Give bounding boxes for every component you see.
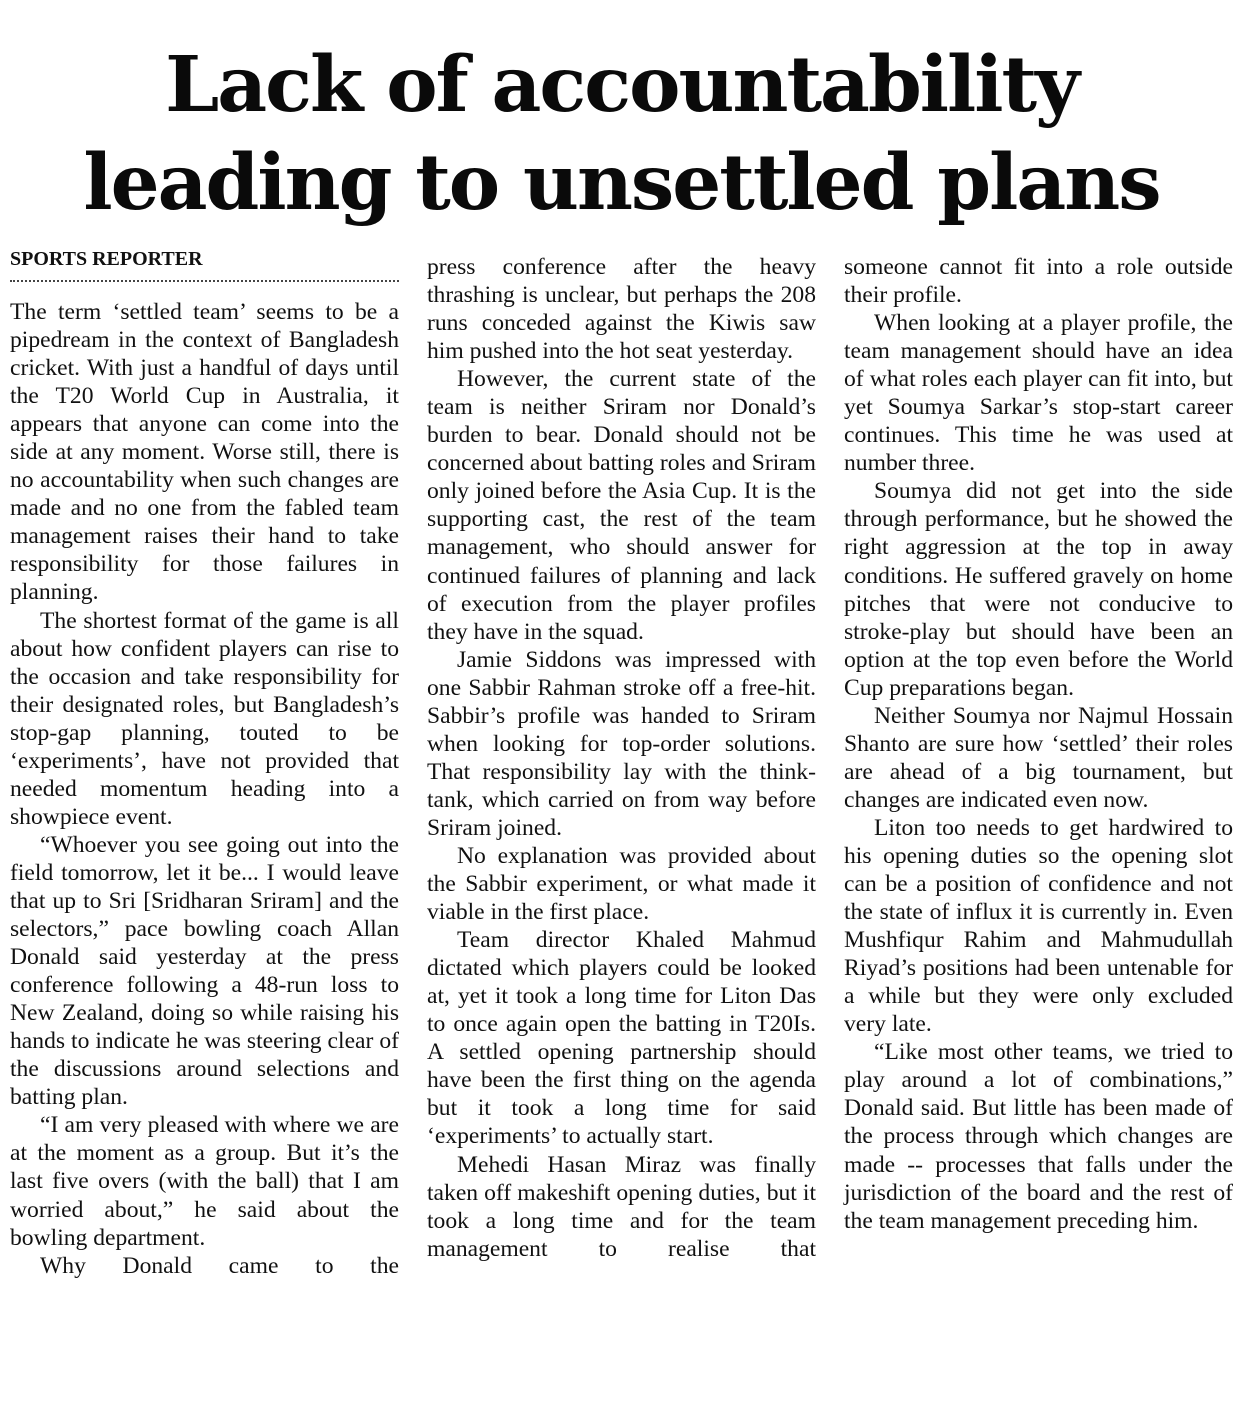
paragraph: No explanation was provided about the Sabbir experiment, or what made it viable in the first place. <box>427 842 816 926</box>
byline: SPORTS REPORTER <box>10 246 399 282</box>
paragraph: Why Donald came to the <box>40 1252 399 1279</box>
paragraph: “I am very pleased with where we are at the moment as a group. But it’s the last five overs (with the ball) that I am worried about,” he said about the bowling department. <box>10 1112 399 1251</box>
paragraph: “Like most other teams, we tried to play around a lot of combinations,” Donald said. But little has been made of the process through which changes are made -- processes that falls under the jurisdiction of the board and the rest of the team management preceding him. <box>844 1039 1233 1234</box>
paragraph: The term ‘settled team’ seems to be a pipedream in the context of Bangladesh cricket. With just a handful of days until the T20 World Cup in Australia, it appears that anyone can come into the side at any moment. Worse still, there is no accountability when such changes are made and no one from the fabled team management raises their hand to take responsibility for those failures in planning. <box>10 299 399 606</box>
paragraph: Mehedi Hasan Miraz was finally taken off makeshift opening duties, but it took a long time and for the team management to realise that <box>427 1151 816 1262</box>
paragraph: Team director Khaled Mahmud dictated which players could be looked at, yet it took a long time for Liton Das to once again open the batting in T20Is. A settled opening partnership should have been the first thing on the agenda but it took a long time for said ‘experiments’ to actually start. <box>427 927 816 1150</box>
paragraph: Neither Soumya nor Najmul Hossain Shanto are sure how ‘settled’ their roles are ahead of a big tournament, but changes are indicated even now. <box>844 702 1233 813</box>
paragraph: Jamie Siddons was impressed with one Sabbir Rahman stroke off a free-hit. Sabbir’s profile was handed to Sriram when looking for top-order solutions. That responsibility lay with the think-tank, which carried on from way before Sriram joined. <box>427 646 816 841</box>
headline-line-2: leading to unsettled plans <box>83 138 1160 228</box>
headline-line-1: Lack of accountability <box>165 40 1078 130</box>
article-column-1 <box>10 298 399 1280</box>
article-column-3 <box>844 253 1233 1235</box>
paragraph: The shortest format of the game is all about how confident players can rise to the occasion and take responsibility for their designated roles, but Bangladesh’s stop-gap planning, touted to be ‘experiments’, have not provided that needed momentum heading into a showpiece event. <box>10 607 399 830</box>
paragraph: Liton too needs to get hardwired to his opening duties so the opening slot can be a position of confidence and not the state of influx it is currently in. Even Mushfiqur Rahim and Mahmudullah Riyad’s positions had been untenable for a while but they were only excluded very late. <box>844 814 1233 1038</box>
paragraph: press conference after the heavy thrashing is unclear, but perhaps the 208 runs conceded against the Kiwis saw him pushed into the hot seat yesterday. <box>427 254 816 365</box>
paragraph: someone cannot fit into a role outside their profile. <box>844 254 1233 309</box>
headline <box>0 36 1243 232</box>
paragraph: However, the current state of the team is neither Sriram nor Donald’s burden to bear. Donald should not be concerned about batting roles and Sriram only joined before the Asia Cup. It is the supporting cast, the rest of the team management, who should answer for continued failures of planning and lack of execution from the player profiles they have in the squad. <box>427 366 816 645</box>
paragraph: Soumya did not get into the side through performance, but he showed the right aggression at the top in away conditions. He suffered gravely on home pitches that were not conducive to stroke-play but should have been an option at the top even before the World Cup preparations began. <box>844 478 1233 701</box>
paragraph: “Whoever you see going out into the field tomorrow, let it be... I would leave that up to Sri [Sridharan Sriram] and the selectors,” pace bowling coach Allan Donald said yesterday at the press conference following a 48-run loss to New Zealand, doing so while raising his hands to indicate he was steering clear of the discussions around selections and batting plan. <box>10 831 399 1111</box>
article-column-2 <box>427 253 816 1263</box>
paragraph: When looking at a player profile, the team management should have an idea of what roles each player can fit into, but yet Soumya Sarkar’s stop-start career continues. This time he was used at number three. <box>844 310 1233 477</box>
